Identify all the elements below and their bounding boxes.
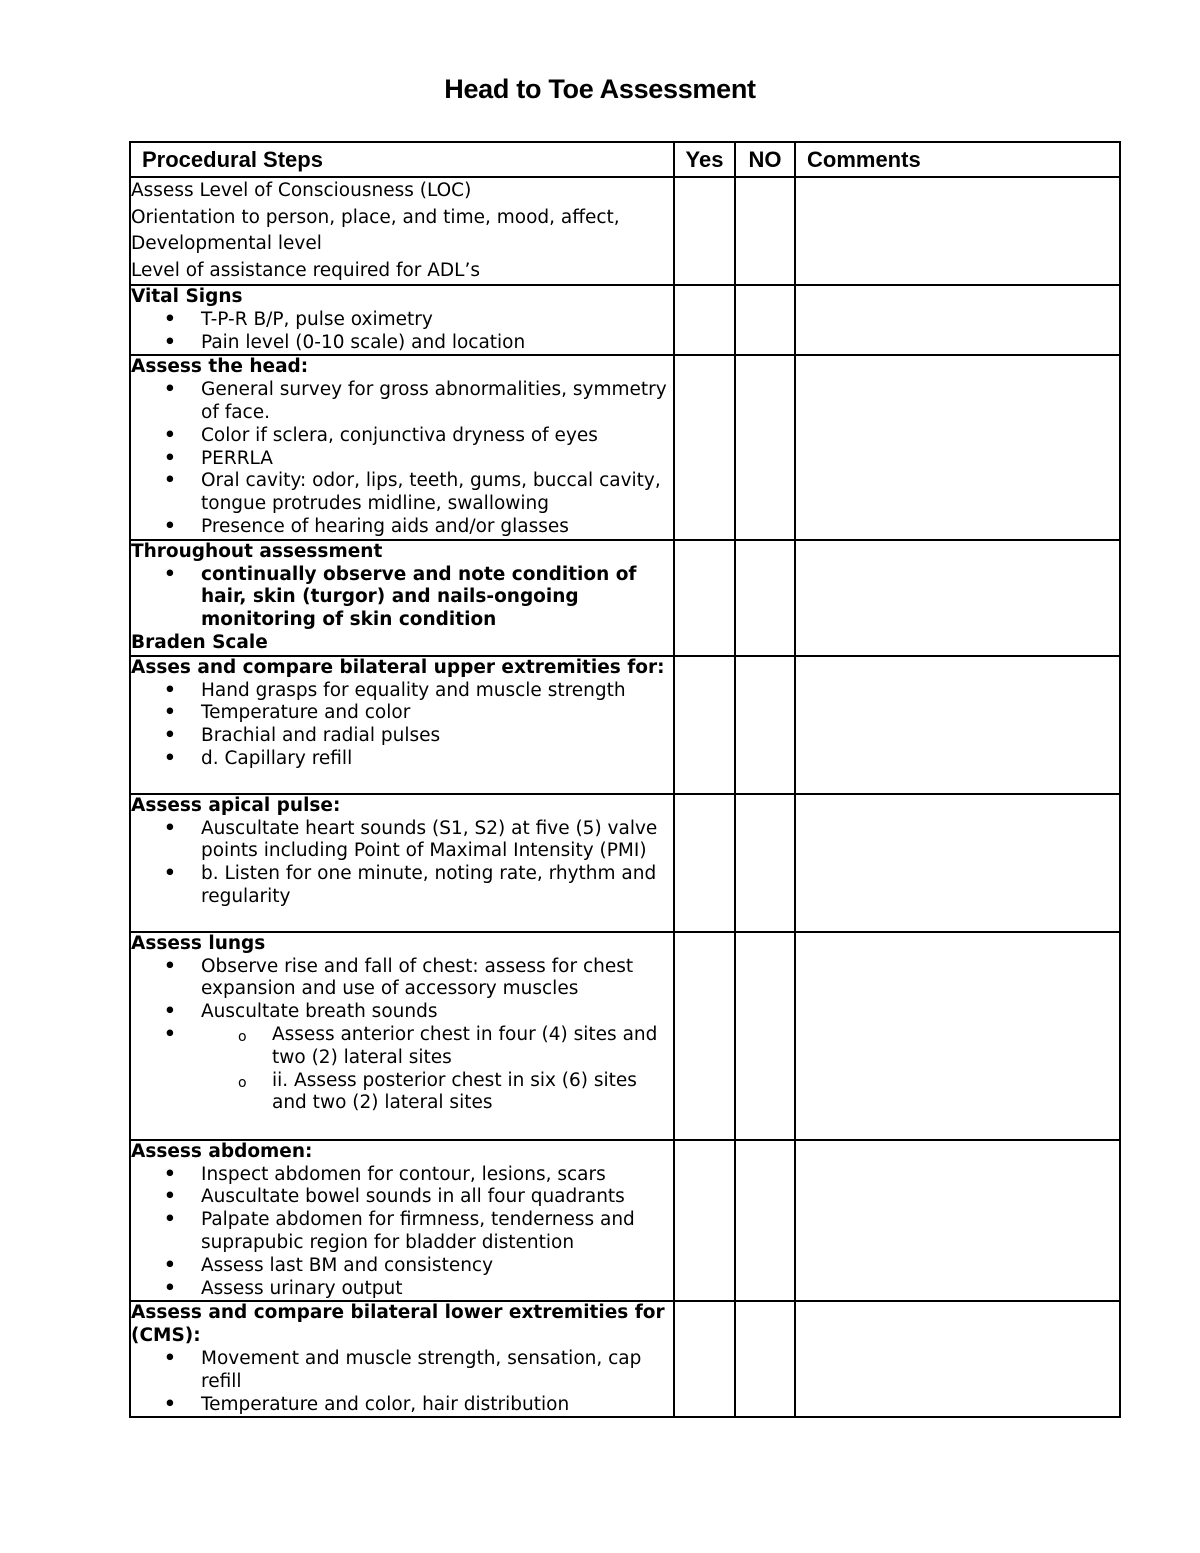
comments-cell[interactable] [795,656,1120,794]
no-cell[interactable] [735,285,795,355]
step-line: Orientation to person, place, and time, mood, affect, [131,206,620,228]
no-cell[interactable] [735,355,795,539]
step-heading: Asses and compare bilateral upper extremities for: [131,656,665,678]
list-item [201,1001,673,1024]
row-assess-lungs [130,932,1120,1140]
step-cell [130,932,674,1140]
list-item: • d. Capillary refill [201,748,673,771]
yes-cell[interactable] [674,794,735,932]
comments-cell[interactable] [795,285,1120,355]
sub-list-item: o ii. Assess posterior chest in six (6) sites and two (2) lateral sites [272,1070,673,1116]
comments-cell[interactable] [795,794,1120,932]
comments-cell[interactable] [795,540,1120,656]
header-no: NO [735,142,795,177]
yes-cell[interactable] [674,177,735,285]
list-item: • General survey for gross abnormalities, symmetry of face. [201,379,673,425]
step-heading: Assess the head: [131,356,309,378]
step-heading: Vital Signs [131,286,243,307]
bullet-list [131,309,673,355]
header-yes: Yes [674,142,735,177]
bullet-list [131,1348,673,1416]
page-title: Head to Toe Assessment [444,74,756,104]
bullet-list [131,379,673,539]
list-item: • continually observe and note condition of hair, skin (turgor) and nails-ongoing monitoring of skin condition [201,564,673,632]
list-item-text: Auscultate breath sounds [201,1001,438,1023]
header-procedural-steps: Procedural Steps [130,142,674,177]
list-item: • b. Listen for one minute, noting rate, rhythm and regularity [201,863,673,909]
bullet-list [131,564,673,632]
step-heading: Assess lungs [131,932,266,954]
comments-cell[interactable] [795,1140,1120,1302]
sub-list-container [201,1024,673,1115]
list-item: • Observe rise and fall of chest: assess for chest expansion and use of accessory muscles [201,956,673,1002]
comments-cell[interactable] [795,177,1120,285]
row-lower-extremities [130,1301,1120,1417]
step-cell [130,355,674,539]
list-item: • Presence of hearing aids and/or glasses [201,516,673,539]
step-heading: Assess apical pulse: [131,794,341,816]
list-item: • Auscultate heart sounds (S1, S2) at five (5) valve points including Point of Maximal Intensity (PMI) [201,818,673,864]
list-item: • Temperature and color [201,702,673,725]
list-item: • Assess urinary output [201,1278,673,1301]
no-cell[interactable] [735,1301,795,1417]
step-line: Assess Level of Consciousness (LOC) [131,180,472,201]
list-item: • Pain level (0-10 scale) and location [201,332,673,355]
list-item: • Oral cavity: odor, lips, teeth, gums, buccal cavity, tongue protrudes midline, swallowing [201,470,673,516]
list-item: • Hand grasps for equality and muscle strength [201,680,673,703]
list-item: • Assess last BM and consistency [201,1255,673,1278]
step-footer: Braden Scale [131,631,268,653]
sub-bullet-list [201,1024,673,1115]
yes-cell[interactable] [674,355,735,539]
step-cell [130,540,674,656]
comments-cell[interactable] [795,932,1120,1140]
header-row [130,142,1120,177]
list-item: • Brachial and radial pulses [201,725,673,748]
bullet-list [131,1164,673,1301]
step-line: Developmental level [131,233,322,254]
step-cell [130,177,674,285]
no-cell[interactable] [735,656,795,794]
yes-cell[interactable] [674,285,735,355]
step-heading: Assess abdomen: [131,1140,313,1162]
step-heading: Throughout assessment [131,540,383,562]
comments-cell[interactable] [795,355,1120,539]
list-item: • Palpate abdomen for firmness, tenderness and suprapubic region for bladder distention [201,1209,673,1255]
assessment-checklist-table [129,141,1121,1418]
no-cell[interactable] [735,540,795,656]
step-cell [130,794,674,932]
row-vital-signs [130,285,1120,355]
step-line: Level of assistance required for ADL’s [131,259,481,281]
row-throughout-assessment [130,540,1120,656]
step-cell [130,1140,674,1302]
sub-list-wrapper [131,1024,673,1115]
list-item: • T-P-R B/P, pulse oximetry [201,309,673,332]
no-cell[interactable] [735,1140,795,1302]
yes-cell[interactable] [674,1301,735,1417]
row-assess-abdomen [130,1140,1120,1302]
list-item: • PERRLA [201,448,673,471]
bullet-list [131,818,673,909]
row-apical-pulse [130,794,1120,932]
no-cell[interactable] [735,794,795,932]
bullet-list [131,680,673,771]
bullet-list [131,956,673,1024]
list-item: • Inspect abdomen for contour, lesions, scars [201,1164,673,1187]
yes-cell[interactable] [674,540,735,656]
row-upper-extremities [130,656,1120,794]
step-cell [130,656,674,794]
list-item: • Color if sclera, conjunctiva dryness of eyes [201,425,673,448]
yes-cell[interactable] [674,656,735,794]
yes-cell[interactable] [674,1140,735,1302]
list-item: • Temperature and color, hair distribution [201,1394,673,1417]
row-level-of-consciousness [130,177,1120,285]
step-heading: Assess and compare bilateral lower extremities for (CMS): [131,1302,665,1347]
no-cell[interactable] [735,932,795,1140]
step-cell [130,285,674,355]
list-item: • Auscultate bowel sounds in all four quadrants [201,1186,673,1209]
list-item: • Movement and muscle strength, sensation, cap refill [201,1348,673,1394]
sub-list-item: o • Assess anterior chest in four (4) sites and two (2) lateral sites [272,1024,673,1070]
yes-cell[interactable] [674,932,735,1140]
comments-cell[interactable] [795,1301,1120,1417]
no-cell[interactable] [735,177,795,285]
step-cell [130,1301,674,1417]
header-comments: Comments [795,142,1120,177]
row-assess-head [130,355,1120,539]
